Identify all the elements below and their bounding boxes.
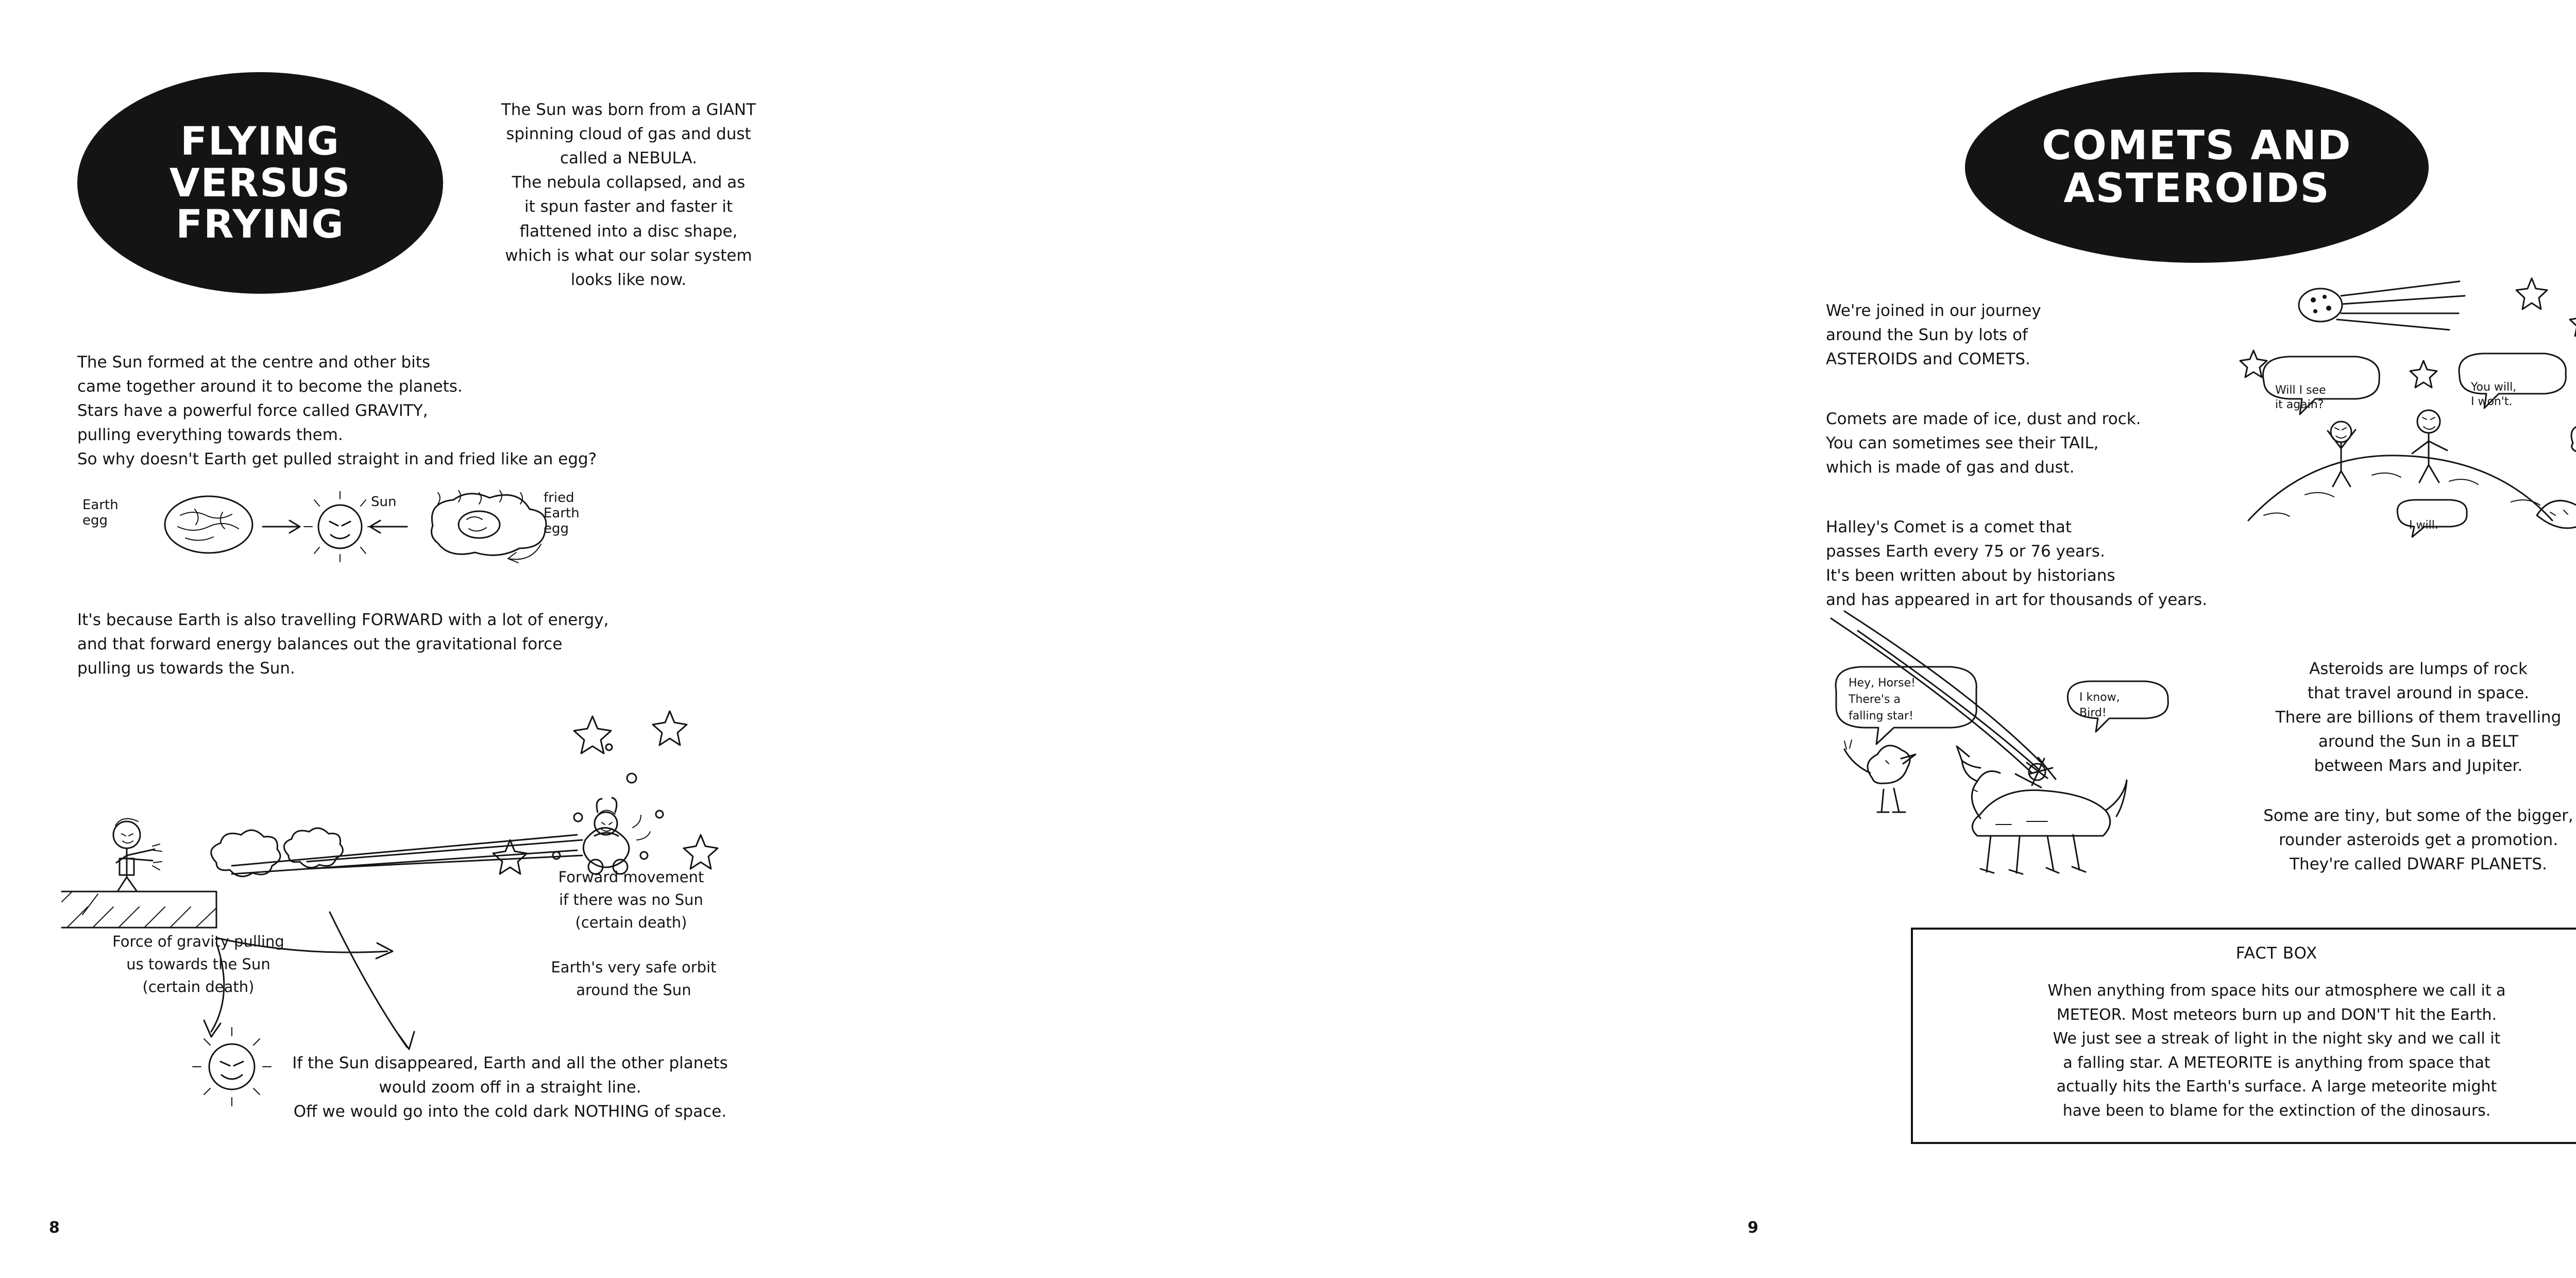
text-line: rounder asteroids get a promotion. bbox=[2278, 831, 2558, 850]
text-line: a falling star. A METEORITE is anything from space that bbox=[2063, 1053, 2490, 1072]
text-line: You can sometimes see their TAIL, bbox=[1826, 434, 2099, 453]
text-line: around the Sun bbox=[576, 981, 691, 999]
page-title-line: COMETS AND bbox=[2042, 123, 2352, 170]
caption-forward-movement bbox=[507, 866, 755, 934]
horse-bubble-1-line1: Hey, Horse! bbox=[1849, 677, 1916, 690]
text-line: Stars have a powerful force called GRAVITY, bbox=[77, 401, 428, 421]
text-line: If the Sun disappeared, Earth and all the other planets bbox=[292, 1054, 728, 1072]
text-line: There are billions of them travelling bbox=[2275, 708, 2562, 727]
text-line: and that forward energy balances out the gravitational force bbox=[77, 635, 563, 654]
text-line: passes Earth every 75 or 76 years. bbox=[1826, 542, 2105, 561]
text-line: (certain death) bbox=[575, 914, 687, 932]
text-line: called a NEBULA. bbox=[560, 149, 697, 168]
text-line: It's because Earth is also travelling FORWARD with a lot of energy, bbox=[77, 611, 609, 629]
text-line: around the Sun by lots of bbox=[1826, 326, 2028, 345]
text-line: They're called DWARF PLANETS. bbox=[2290, 855, 2547, 874]
page-title-line: FRYING bbox=[176, 201, 345, 247]
text-line: We're joined in our journey bbox=[1826, 301, 2041, 320]
text-line: have been to blame for the extinction of the dinosaurs. bbox=[2062, 1101, 2491, 1120]
page-title-line: ASTEROIDS bbox=[2063, 165, 2330, 212]
fact-box bbox=[1911, 928, 2576, 1144]
text-line: if there was no Sun bbox=[559, 891, 703, 909]
caption-earth-orbit bbox=[513, 956, 755, 1001]
illustration-comet-watchers-scene bbox=[2243, 273, 2576, 541]
text-line: METEOR. Most meteors burn up and DON'T hit the Earth. bbox=[2056, 1005, 2497, 1024]
paragraph-asteroids-lumps-of-rock bbox=[2161, 657, 2576, 779]
text-line: We just see a streak of light in the night sky and we call it bbox=[2053, 1030, 2501, 1048]
text-line: Force of gravity pulling bbox=[112, 933, 284, 950]
speech-bubble-1-line1: Will I see bbox=[2275, 384, 2326, 397]
page-left bbox=[0, 0, 904, 1278]
page-title-line: FLYING bbox=[180, 118, 340, 164]
text-line: actually hits the Earth's surface. A large meteorite might bbox=[2056, 1078, 2497, 1096]
horse-bubble-1-line3: falling star! bbox=[1849, 710, 1913, 722]
text-line: Earth's very safe orbit bbox=[551, 959, 717, 976]
text-line: It's been written about by historians bbox=[1826, 566, 2115, 585]
label-earth-egg-line1: Earth bbox=[82, 497, 118, 513]
text-line: looks like now. bbox=[570, 270, 687, 289]
page-title-line: VERSUS bbox=[169, 159, 351, 206]
text-line: Off we would go into the cold dark NOTHING of space. bbox=[293, 1102, 727, 1121]
text-line: The Sun was born from a GIANT bbox=[501, 100, 756, 119]
page-right bbox=[904, 0, 2573, 1278]
text-line: that travel around in space. bbox=[2307, 684, 2530, 703]
text-line: flattened into a disc shape, bbox=[519, 222, 738, 241]
text-line: spinning cloud of gas and dust bbox=[506, 125, 751, 144]
text-line: Forward movement bbox=[558, 868, 704, 886]
text-line: around the Sun in a BELT bbox=[2318, 732, 2519, 751]
paragraph-forward-energy bbox=[77, 608, 799, 681]
label-fried-earth-egg-line1: fried bbox=[544, 490, 574, 506]
text-line: and has appeared in art for thousands of years. bbox=[1826, 591, 2208, 610]
label-earth-egg-line2: egg bbox=[82, 513, 108, 528]
text-line: Comets are made of ice, dust and rock. bbox=[1826, 410, 2141, 428]
label-fried-earth-egg-line2: Earth bbox=[544, 506, 580, 521]
paragraph-comets-made-of bbox=[1826, 407, 2259, 480]
text-line: pulling everything towards them. bbox=[77, 426, 343, 445]
text-line: When anything from space hits our atmosphere we call it a bbox=[2047, 982, 2506, 1000]
label-sun: Sun bbox=[371, 494, 397, 510]
illustration-earth-egg-diagram bbox=[77, 490, 747, 598]
text-line: Some are tiny, but some of the bigger, bbox=[2263, 806, 2573, 825]
text-line: Halley's Comet is a comet that bbox=[1826, 518, 2072, 536]
page-number-left: 8 bbox=[49, 1219, 60, 1237]
fact-box-title: FACT BOX bbox=[2235, 944, 2318, 963]
text-line: So why doesn't Earth get pulled straight in and fried like an egg? bbox=[77, 450, 597, 469]
speech-bubble-2-line1: You will, bbox=[2471, 381, 2517, 394]
text-line: between Mars and Jupiter. bbox=[2314, 756, 2523, 776]
text-line: came together around it to become the planets. bbox=[77, 377, 463, 396]
intro-paragraph bbox=[453, 98, 804, 292]
caption-force-of-gravity bbox=[77, 930, 319, 998]
paragraph-halleys-comet bbox=[1826, 515, 2362, 612]
text-line: Asteroids are lumps of rock bbox=[2309, 660, 2528, 678]
page-title-flying-versus-frying bbox=[77, 72, 443, 294]
fact-box-body bbox=[1913, 979, 2576, 1123]
text-line: which is what our solar system bbox=[505, 246, 752, 265]
speech-bubble-2-line2: I won't. bbox=[2471, 395, 2513, 408]
page-title-comets-and-asteroids bbox=[1965, 72, 2429, 263]
paragraph-if-sun-disappeared bbox=[222, 1051, 799, 1124]
text-line: would zoom off in a straight line. bbox=[379, 1078, 641, 1097]
label-fried-earth-egg-line3: egg bbox=[544, 521, 569, 536]
text-line: us towards the Sun bbox=[126, 955, 270, 973]
text-line: it spun faster and faster it bbox=[524, 197, 733, 216]
horse-bubble-1-line2: There's a bbox=[1849, 693, 1901, 706]
horse-bubble-2-line1: I know, bbox=[2079, 691, 2120, 704]
speech-bubble-1-line2: it again? bbox=[2275, 398, 2324, 411]
text-line: (certain death) bbox=[142, 978, 255, 996]
paragraph-dwarf-planets bbox=[2161, 804, 2576, 877]
horse-bubble-2-line2: Bird! bbox=[2079, 707, 2107, 719]
text-line: pulling us towards the Sun. bbox=[77, 659, 295, 678]
paragraph-sun-formed bbox=[77, 350, 773, 472]
page-number-right: 9 bbox=[1748, 1219, 1758, 1237]
paragraph-joined-in-journey bbox=[1826, 299, 2217, 372]
speech-bubble-3-line1: I will. bbox=[2409, 519, 2438, 532]
text-line: which is made of gas and dust. bbox=[1826, 458, 2075, 477]
text-line: ASTEROIDS and COMETS. bbox=[1826, 350, 2030, 369]
text-line: The Sun formed at the centre and other bits bbox=[77, 353, 431, 372]
text-line: The nebula collapsed, and as bbox=[512, 173, 745, 192]
